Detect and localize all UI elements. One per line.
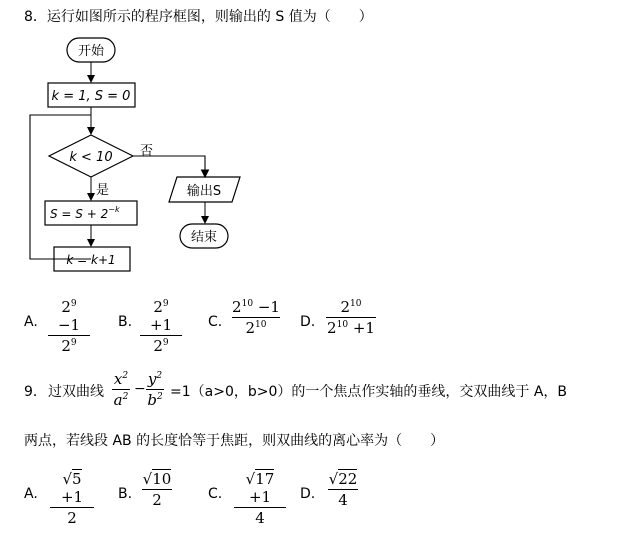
q9-option-d-letter: D.: [300, 486, 316, 502]
q8-option-a-fraction: $2^9 -1$ $2^9$: [48, 298, 90, 355]
sqrt-sign: √: [62, 470, 72, 488]
q9-x-frac: $x^2$ $a^2$: [113, 370, 129, 409]
end-label: 结束: [190, 230, 218, 245]
q9-y-frac: $y^2$ $b^2$: [147, 370, 163, 409]
q8-option-d-fraction: $2^{10}$ $2^{10} +1$: [327, 298, 375, 337]
sqrt-sign: √: [328, 470, 339, 488]
init-label: k = 1, S = 0: [51, 89, 131, 104]
assign-k-label: k = k+1: [66, 253, 116, 267]
q8-number: 8．: [24, 9, 47, 25]
q9-option-c-letter: C.: [208, 486, 223, 502]
q9-line1: [24, 370, 624, 428]
q8-option-c-letter: C.: [208, 314, 223, 330]
q9-option-a-fraction: √5 +1 2: [50, 470, 94, 527]
q9-line2: 两点，若线段 AB 的长度恰等于焦距，则双曲线的离心率为（ ）: [24, 433, 445, 449]
sqrt-sign: √: [142, 470, 153, 488]
assign-s-label: $S = S + 2^{-k}$: [50, 205, 120, 221]
q8-text: 运行如图所示的程序框图，则输出的 S 值为（ ）: [46, 9, 373, 25]
flowchart: [0, 30, 260, 280]
q9-prefix: 过双曲线: [48, 384, 104, 400]
q9-option-b-fraction: √10 2: [142, 470, 172, 509]
q9-option-b-letter: B.: [118, 486, 133, 502]
condition-label: k < 10: [69, 150, 113, 165]
q9-option-d-fraction: √22 4: [328, 470, 358, 509]
q8-stem: [24, 6, 373, 26]
q8-option-b-letter: B.: [118, 314, 133, 330]
q9-option-a-letter: A.: [24, 486, 38, 502]
sqrt-sign: √: [245, 470, 256, 488]
start-label: 开始: [77, 44, 105, 59]
q9-suffix: =1（a>0，b>0）的一个焦点作实轴的垂线，交双曲线于 A，B: [170, 384, 568, 400]
q9-minus: −: [134, 381, 146, 397]
q9-option-c-fraction: √17 +1 4: [234, 470, 286, 527]
q8-option-d-letter: D.: [300, 314, 316, 330]
q8-option-a-letter: A.: [24, 314, 38, 330]
q8-option-b-fraction: $2^9 +1$ $2^9$: [140, 298, 182, 355]
output-label: 输出S: [186, 184, 222, 199]
q8-option-c-fraction: $2^{10} -1$ $2^{10}$: [232, 298, 280, 337]
no-label: 否: [140, 144, 154, 159]
q9-number: 9．: [24, 384, 47, 400]
yes-label: 是: [96, 183, 110, 198]
